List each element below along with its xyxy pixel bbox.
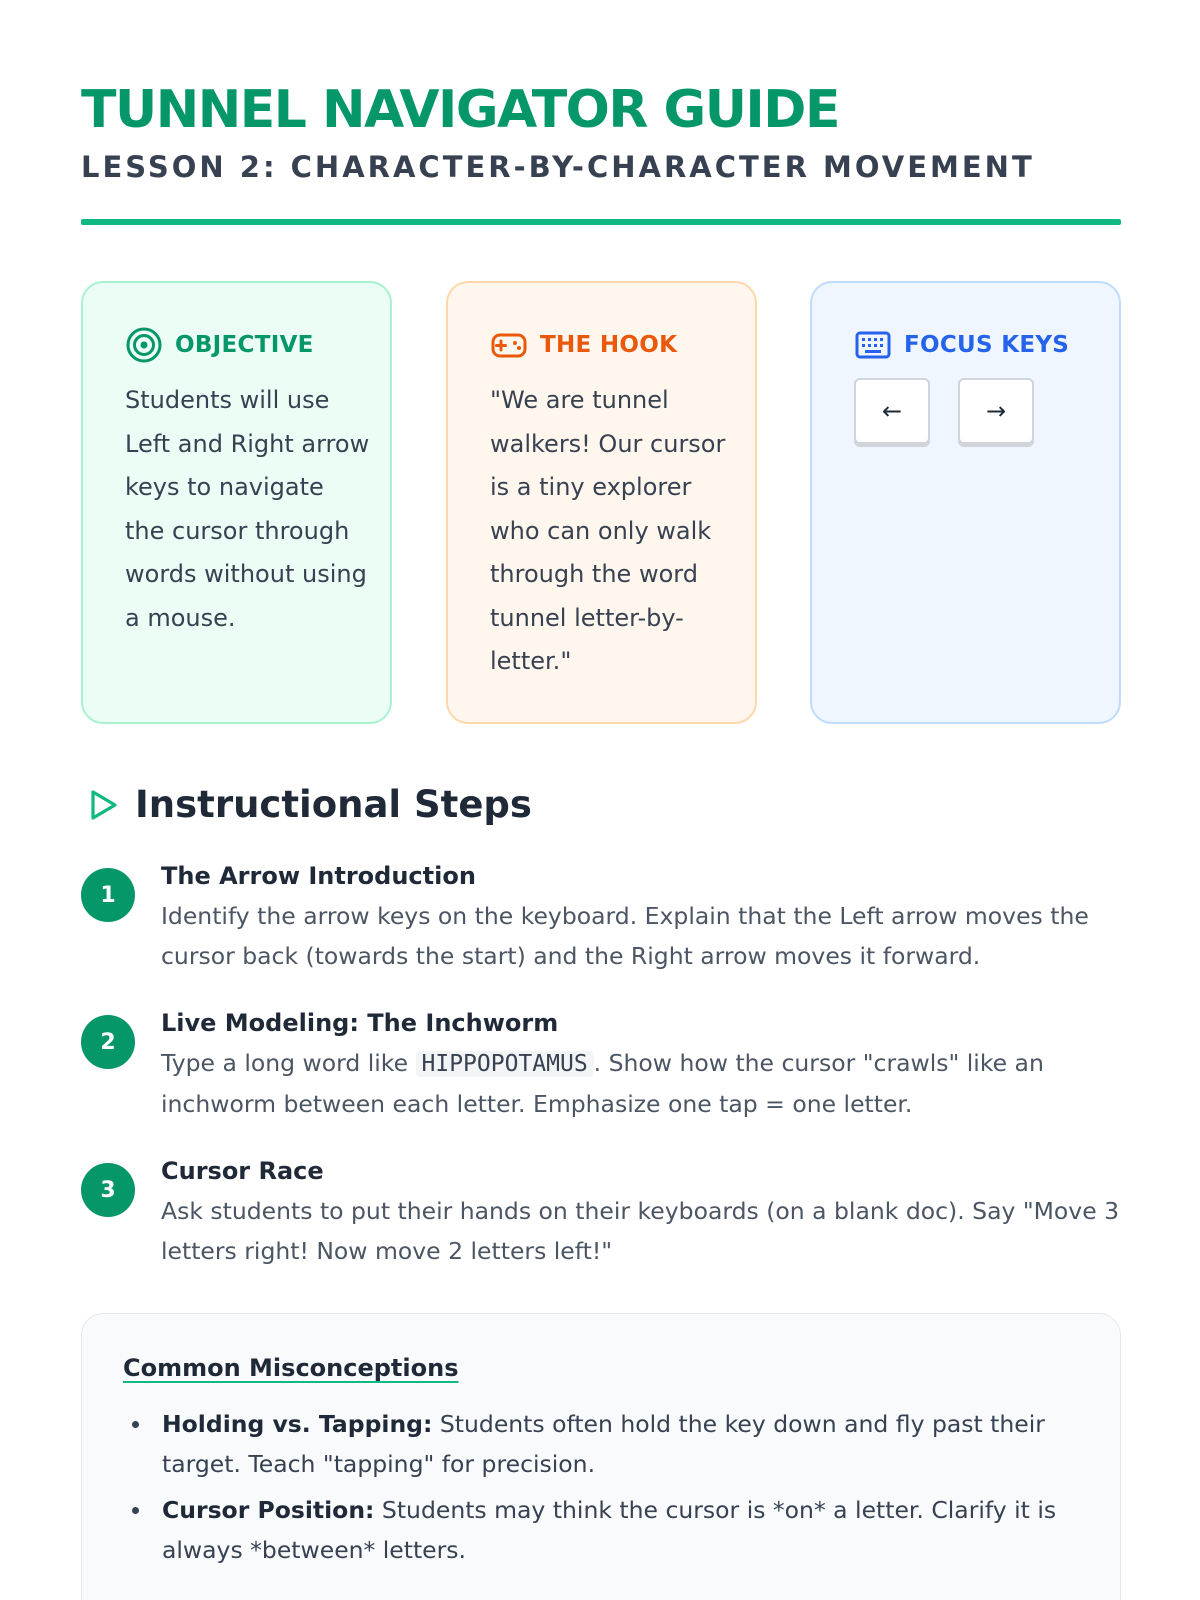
- list-item: [123, 1490, 1080, 1570]
- misconception-term: Holding vs. Tapping:: [162, 1410, 433, 1438]
- misconception-term: Cursor Position:: [162, 1496, 375, 1524]
- step-number: 3: [81, 1163, 135, 1217]
- bullet-icon: [132, 1507, 139, 1514]
- step-title: Cursor Race: [161, 1157, 324, 1185]
- step-body: [161, 860, 1121, 976]
- step-description-end: . Show how the cursor "crawls" like an inchworm between each letter. Emphasize one tap = one letter.: [161, 1049, 1044, 1118]
- misconception-text: Students often hold the key down and fly past their target. Teach "tapping" for precision.: [162, 1410, 1045, 1478]
- steps-header: [85, 783, 532, 826]
- step-description: [161, 1043, 1121, 1124]
- focus-keys-card-header: [854, 325, 1099, 365]
- hook-card: [446, 281, 757, 724]
- header-divider: [81, 219, 1121, 225]
- step-number: 1: [81, 868, 135, 922]
- list-item: [123, 1404, 1080, 1484]
- step-description: Ask students to put their hands on their keyboards (on a blank doc). Say "Move 3 letters right! Now move 2 letters left!": [161, 1197, 1120, 1265]
- page-title: TUNNEL NAVIGATOR GUIDE: [81, 80, 839, 140]
- step-description-start: Type a long word like: [161, 1049, 416, 1077]
- bullet-icon: [132, 1421, 139, 1428]
- steps-title: Instructional Steps: [135, 783, 532, 826]
- objective-label: OBJECTIVE: [175, 332, 314, 358]
- misconceptions-list: [123, 1404, 1080, 1570]
- step-description: Identify the arrow keys on the keyboard. Explain that the Left arrow moves the cursor back (towards the start) and the Right arrow moves it forward.: [161, 902, 1089, 970]
- step-number: 2: [81, 1015, 135, 1069]
- step-body: [161, 1155, 1121, 1271]
- right-arrow-key: →: [958, 378, 1034, 444]
- page-subtitle: LESSON 2: CHARACTER-BY-CHARACTER MOVEMENT: [81, 150, 1035, 184]
- hook-card-header: [490, 325, 735, 365]
- objective-card: [81, 281, 392, 724]
- misconception-text: Students may think the cursor is *on* a letter. Clarify it is always *between* letters.: [162, 1496, 1057, 1564]
- step-body: [161, 1007, 1121, 1124]
- objective-card-header: [125, 325, 370, 365]
- target-icon: [125, 326, 163, 364]
- misconceptions-title: Common Misconceptions: [123, 1354, 459, 1382]
- example-word-code: HIPPOPOTAMUS: [416, 1051, 594, 1077]
- focus-keys-card: [810, 281, 1121, 724]
- left-arrow-key: ←: [854, 378, 930, 444]
- hook-text: "We are tunnel walkers! Our cursor is a tiny explorer who can only walk through the word tunnel letter-by-letter.": [490, 386, 726, 675]
- focus-keys-label: FOCUS KEYS: [904, 332, 1070, 358]
- step-title: The Arrow Introduction: [161, 862, 476, 890]
- keyboard-icon: [854, 326, 892, 364]
- hook-label: THE HOOK: [540, 332, 678, 358]
- step-title: Live Modeling: The Inchworm: [161, 1009, 559, 1037]
- play-icon: [85, 787, 121, 823]
- focus-keys-list: [854, 378, 1099, 444]
- objective-text: Students will use Left and Right arrow keys to navigate the cursor through words without using a mouse.: [125, 386, 370, 632]
- misconceptions-panel: [81, 1313, 1121, 1600]
- gamepad-icon: [490, 326, 528, 364]
